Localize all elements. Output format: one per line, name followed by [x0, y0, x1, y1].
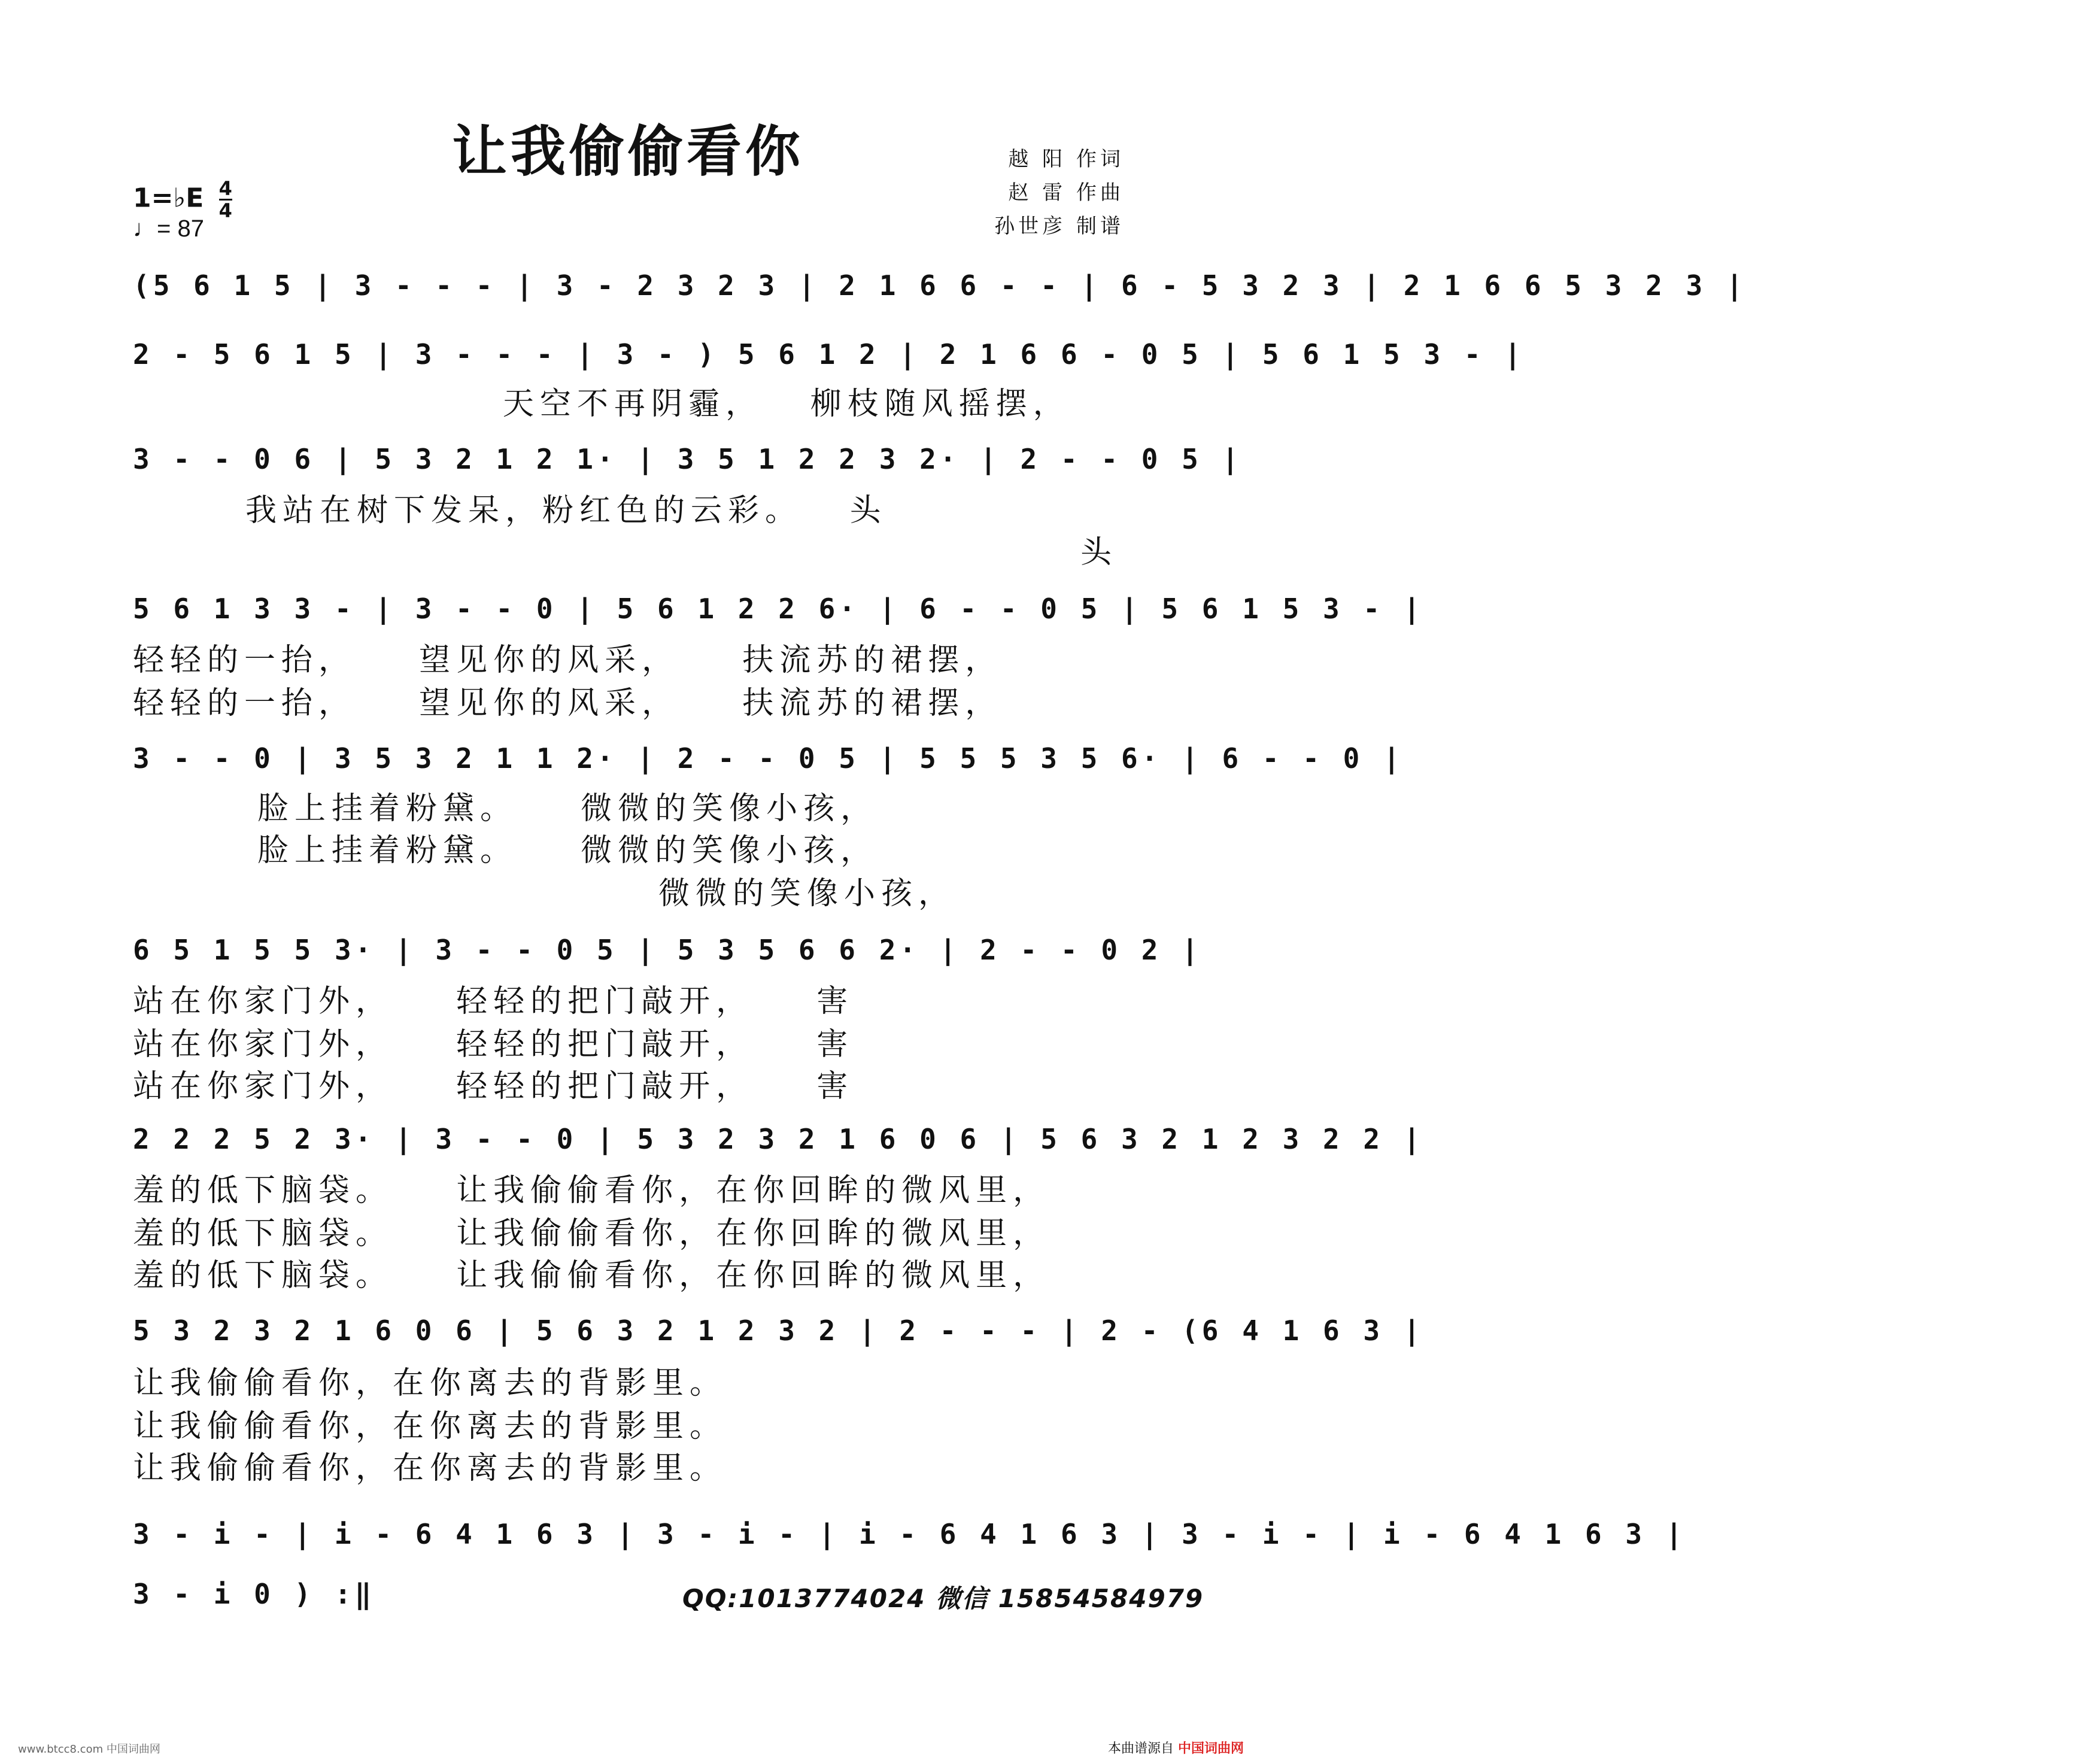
meter-bottom: 4	[218, 199, 232, 222]
lyric-row-5c: 微微的笑像小孩，	[658, 876, 956, 912]
lyricist-credit: 越 阳 作词	[1008, 147, 1124, 171]
score-row-9: 3 - i - | i - 6 4 1 6 3 | 3 - i - | i - 6 4 1 6 3 | 3 - i - | i - 6 4 1 6 3 |	[133, 1518, 1686, 1550]
score-row-7: 2 2 2 5 2 3· | 3 - - 0 | 5 3 2 3 2 1 6 0 6 | 5 6 3 2 1 2 3 2 2 |	[133, 1123, 1424, 1155]
composer-credit: 赵 雷 作曲	[1008, 181, 1124, 205]
score-row-5: 3 - - 0 | 3 5 3 2 1 1 2· | 2 - - 0 5 | 5 5 5 3 5 6· | 6 - - 0 |	[133, 742, 1404, 775]
page-title: 让我偷偷看你	[451, 120, 804, 184]
meter-top: 4	[218, 177, 232, 200]
score-row-4: 5 6 1 3 3 - | 3 - - 0 | 5 6 1 2 2 6· | 6 - - 0 5 | 5 6 1 5 3 - |	[133, 593, 1424, 625]
footer-source-site: 中国词曲网	[1177, 1741, 1244, 1756]
lyric-row-2: 天空不再阴霾， 柳枝随风摇摆，	[503, 386, 1070, 422]
score-row-6: 6 5 1 5 5 3· | 3 - - 0 5 | 5 3 5 6 6 2· | 2 - - 0 2 |	[133, 934, 1202, 966]
lyric-row-4a: 轻轻的一抬， 望见你的风采， 扶流苏的裙摆，	[133, 642, 1003, 678]
lyric-row-3a: 我站在树下发呆，粉红色的云彩。 头	[245, 493, 887, 529]
score-row-2: 2 - 5 6 1 5 | 3 - - - | 3 - ) 5 6 1 2 | 2 1 6 6 - 0 5 | 5 6 1 5 3 - |	[133, 338, 1525, 371]
key-label: 1=♭E	[133, 183, 204, 214]
lyric-row-5b: 脸上挂着粉黛。 微微的笑像小孩，	[257, 833, 878, 869]
lyric-row-8a: 让我偷偷看你，在你离去的背影里。	[133, 1365, 727, 1401]
lyric-row-6b: 站在你家门外， 轻轻的把门敲开， 害	[133, 1027, 854, 1062]
key-signature	[133, 178, 232, 221]
transcriber-credit: 孙世彦 制谱	[994, 214, 1124, 238]
lyric-row-8c: 让我偷偷看你，在你离去的背影里。	[133, 1450, 727, 1486]
footer-source-label: 本曲谱源自	[1107, 1741, 1174, 1756]
lyric-row-7c: 羞的低下脑袋。 让我偷偷看你，在你回眸的微风里，	[133, 1258, 1050, 1294]
footer-site: www.btcc8.com 中国词曲网	[18, 1743, 160, 1756]
score-row-10: 3 - i 0 ) :‖	[133, 1578, 375, 1610]
time-signature	[219, 178, 232, 221]
lyric-row-6c: 站在你家门外， 轻轻的把门敲开， 害	[133, 1068, 854, 1104]
score-row-3: 3 - - 0 6 | 5 3 2 1 2 1· | 3 5 1 2 2 3 2· | 2 - - 0 5 |	[133, 443, 1243, 475]
credits	[994, 142, 1124, 243]
lyric-row-6a: 站在你家门外， 轻轻的把门敲开， 害	[133, 983, 854, 1019]
score-row-8: 5 3 2 3 2 1 6 0 6 | 5 6 3 2 1 2 3 2 | 2 - - - | 2 - (6 4 1 6 3 |	[133, 1314, 1424, 1347]
lyric-row-5a: 脸上挂着粉黛。 微微的笑像小孩，	[257, 791, 878, 827]
score-row-1: (5 6 1 5 | 3 - - - | 3 - 2 3 2 3 | 2 1 6 6 - - | 6 - 5 3 2 3 | 2 1 6 6 5 3 2 3 |	[133, 269, 1747, 302]
lyric-row-8b: 让我偷偷看你，在你离去的背影里。	[133, 1408, 727, 1444]
lyric-row-7b: 羞的低下脑袋。 让我偷偷看你，在你回眸的微风里，	[133, 1216, 1050, 1252]
footer-source	[1108, 1738, 1244, 1757]
lyric-row-3b: 头	[1080, 535, 1118, 570]
contact-info: QQ:1013774024 微信 15854584979	[682, 1584, 1204, 1613]
lyric-row-7a: 羞的低下脑袋。 让我偷偷看你，在你回眸的微风里，	[133, 1173, 1050, 1209]
tempo-marking: ♩= 87	[133, 215, 204, 242]
lyric-row-4b: 轻轻的一抬， 望见你的风采， 扶流苏的裙摆，	[133, 685, 1003, 721]
